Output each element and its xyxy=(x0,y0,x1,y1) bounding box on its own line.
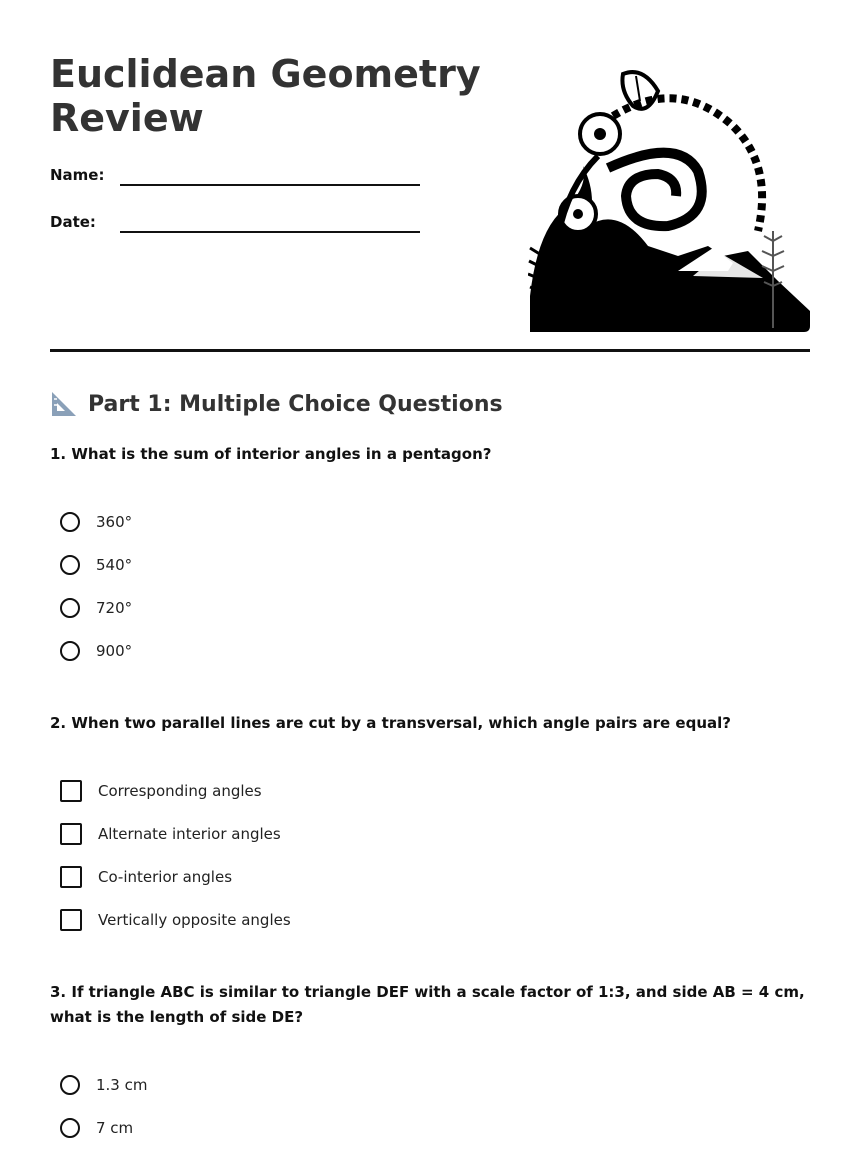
radio-button[interactable] xyxy=(60,555,80,575)
section-header xyxy=(50,388,503,420)
name-label: Name: xyxy=(50,166,105,184)
name-row xyxy=(50,166,104,184)
q3-option-1[interactable] xyxy=(60,1072,147,1098)
option-label: Corresponding angles xyxy=(98,782,262,800)
option-label: Vertically opposite angles xyxy=(98,911,291,929)
fern-flower-illustration xyxy=(528,56,812,332)
section-divider xyxy=(50,349,810,352)
option-label: 1.3 cm xyxy=(96,1076,148,1094)
q1-option-2[interactable] xyxy=(60,552,132,578)
radio-button[interactable] xyxy=(60,598,80,618)
section-title: Part 1: Multiple Choice Questions xyxy=(88,391,503,417)
option-label: 540° xyxy=(96,556,133,574)
question-1: 1. What is the sum of interior angles in a pentagon? xyxy=(50,445,492,463)
q2-option-1[interactable] xyxy=(60,778,262,804)
radio-button[interactable] xyxy=(60,1118,80,1138)
name-field[interactable] xyxy=(120,184,420,186)
q1-option-1[interactable] xyxy=(60,509,132,535)
radio-button[interactable] xyxy=(60,512,80,532)
question-3: 3. If triangle ABC is similar to triangle DEF with a scale factor of 1:3, and side AB = 4 cm, what is the length of side DE? xyxy=(50,983,805,1026)
q1-option-3[interactable] xyxy=(60,595,132,621)
q2-option-3[interactable] xyxy=(60,864,232,890)
checkbox[interactable] xyxy=(60,866,82,888)
checkbox[interactable] xyxy=(60,823,82,845)
q2-option-4[interactable] xyxy=(60,907,291,933)
option-label: Alternate interior angles xyxy=(98,825,281,843)
q3-option-2[interactable] xyxy=(60,1115,133,1141)
option-label: 7 cm xyxy=(96,1119,134,1137)
question-2: 2. When two parallel lines are cut by a transversal, which angle pairs are equal? xyxy=(50,714,731,732)
date-row xyxy=(50,213,96,231)
page-title: Euclidean Geometry Review xyxy=(50,52,481,140)
date-label: Date: xyxy=(50,213,96,231)
q1-option-4[interactable] xyxy=(60,638,132,664)
q2-option-2[interactable] xyxy=(60,821,281,847)
date-field[interactable] xyxy=(120,231,420,233)
set-square-icon xyxy=(50,390,78,418)
option-label: 900° xyxy=(96,642,133,660)
option-label: 360° xyxy=(96,513,133,531)
checkbox[interactable] xyxy=(60,909,82,931)
radio-button[interactable] xyxy=(60,1075,80,1095)
radio-button[interactable] xyxy=(60,641,80,661)
option-label: Co-interior angles xyxy=(98,868,233,886)
checkbox[interactable] xyxy=(60,780,82,802)
option-label: 720° xyxy=(96,599,133,617)
